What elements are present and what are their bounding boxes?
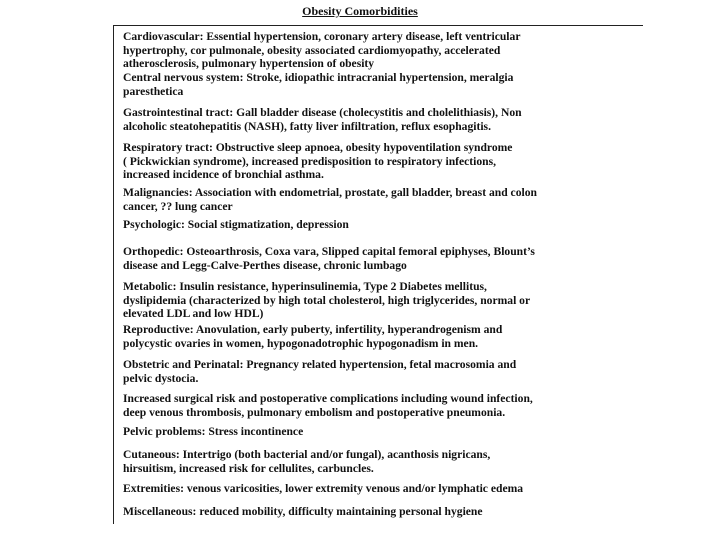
box-border-left [113, 25, 114, 524]
comorbidity-paragraph [123, 425, 623, 439]
comorbidity-paragraph [123, 323, 623, 350]
paragraph-line: atherosclerosis, pulmonary hypertension of obesity [123, 57, 375, 71]
document-title [0, 4, 720, 19]
paragraph-line: Gastrointestinal tract: Gall bladder disease (cholecystitis and cholelithiasis), Non [123, 106, 522, 119]
paragraph-line: hirsuitism, increased risk for cellulites, carbuncles. [123, 461, 374, 475]
paragraph-line: Increased surgical risk and postoperative complications including wound infection, [123, 392, 533, 405]
paragraph-line: disease and Legg-Calve-Perthes disease, chronic lumbago [123, 258, 407, 272]
paragraph-line: Cardiovascular: Essential hypertension, coronary artery disease, left ventricular [123, 30, 521, 43]
paragraph-line: hypertrophy, cor pulmonale, obesity associated cardiomyopathy, accelerated [123, 43, 501, 57]
comorbidity-paragraph [123, 218, 623, 232]
paragraph-line: Malignancies: Association with endometrial, prostate, gall bladder, breast and colon [123, 186, 537, 199]
paragraph-line: Obstetric and Perinatal: Pregnancy related hypertension, fetal macrosomia and [123, 358, 517, 371]
paragraph-line: pelvic dystocia. [123, 371, 199, 385]
paragraph-line: Extremities: venous varicosities, lower extremity venous and/or lymphatic edema [123, 482, 524, 495]
comorbidity-paragraph [123, 482, 623, 496]
comorbidity-paragraph [123, 392, 623, 419]
paragraph-line: Reproductive: Anovulation, early puberty, infertility, hyperandrogenism and [123, 323, 503, 336]
paragraph-line: dyslipidemia (characterized by high total cholesterol, high triglycerides, normal or [123, 293, 531, 307]
comorbidity-paragraph [123, 280, 623, 321]
comorbidity-paragraph [123, 358, 623, 385]
paragraph-line: deep venous thrombosis, pulmonary embolism and postoperative pneumonia. [123, 405, 506, 419]
paragraph-line: paresthetica [123, 84, 184, 98]
paragraph-line: Miscellaneous: reduced mobility, difficulty maintaining personal hygiene [123, 505, 483, 518]
box-border-top [113, 25, 643, 26]
paragraph-line: increased incidence of bronchial asthma. [123, 168, 324, 182]
paragraph-line: Pelvic problems: Stress incontinence [123, 425, 304, 438]
paragraph-line: Orthopedic: Osteoarthrosis, Coxa vara, Slipped capital femoral epiphyses, Blount’s [123, 245, 535, 258]
comorbidity-paragraph [123, 106, 623, 133]
paragraph-line: Cutaneous: Intertrigo (both bacterial and/or fungal), acanthosis nigricans, [123, 448, 491, 461]
paragraph-line: Respiratory tract: Obstructive sleep apnoea, obesity hypoventilation syndrome [123, 141, 513, 154]
paragraph-line: Metabolic: Insulin resistance, hyperinsulinemia, Type 2 Diabetes mellitus, [123, 280, 487, 293]
comorbidity-paragraph [123, 71, 623, 98]
comorbidity-paragraph [123, 141, 623, 182]
paragraph-line: Central nervous system: Stroke, idiopathic intracranial hypertension, meralgia [123, 71, 514, 84]
paragraph-line: ( Pickwickian syndrome), increased predisposition to respiratory infections, [123, 154, 497, 168]
comorbidity-paragraph [123, 245, 623, 272]
paragraph-line: polycystic ovaries in women, hypogonadotrophic hypogonadism in men. [123, 336, 479, 350]
comorbidity-paragraph [123, 186, 623, 213]
comorbidity-paragraph [123, 30, 623, 71]
title-text: Obesity Comorbidities [302, 4, 418, 18]
paragraph-line: alcoholic steatohepatitis (NASH), fatty liver infiltration, reflux esophagitis. [123, 119, 491, 133]
comorbidity-paragraph [123, 448, 623, 475]
paragraph-line: elevated LDL and low HDL) [123, 307, 264, 321]
paragraph-line: Psychologic: Social stigmatization, depression [123, 218, 349, 231]
comorbidity-paragraph [123, 505, 623, 519]
paragraph-line: cancer, ?? lung cancer [123, 199, 233, 213]
